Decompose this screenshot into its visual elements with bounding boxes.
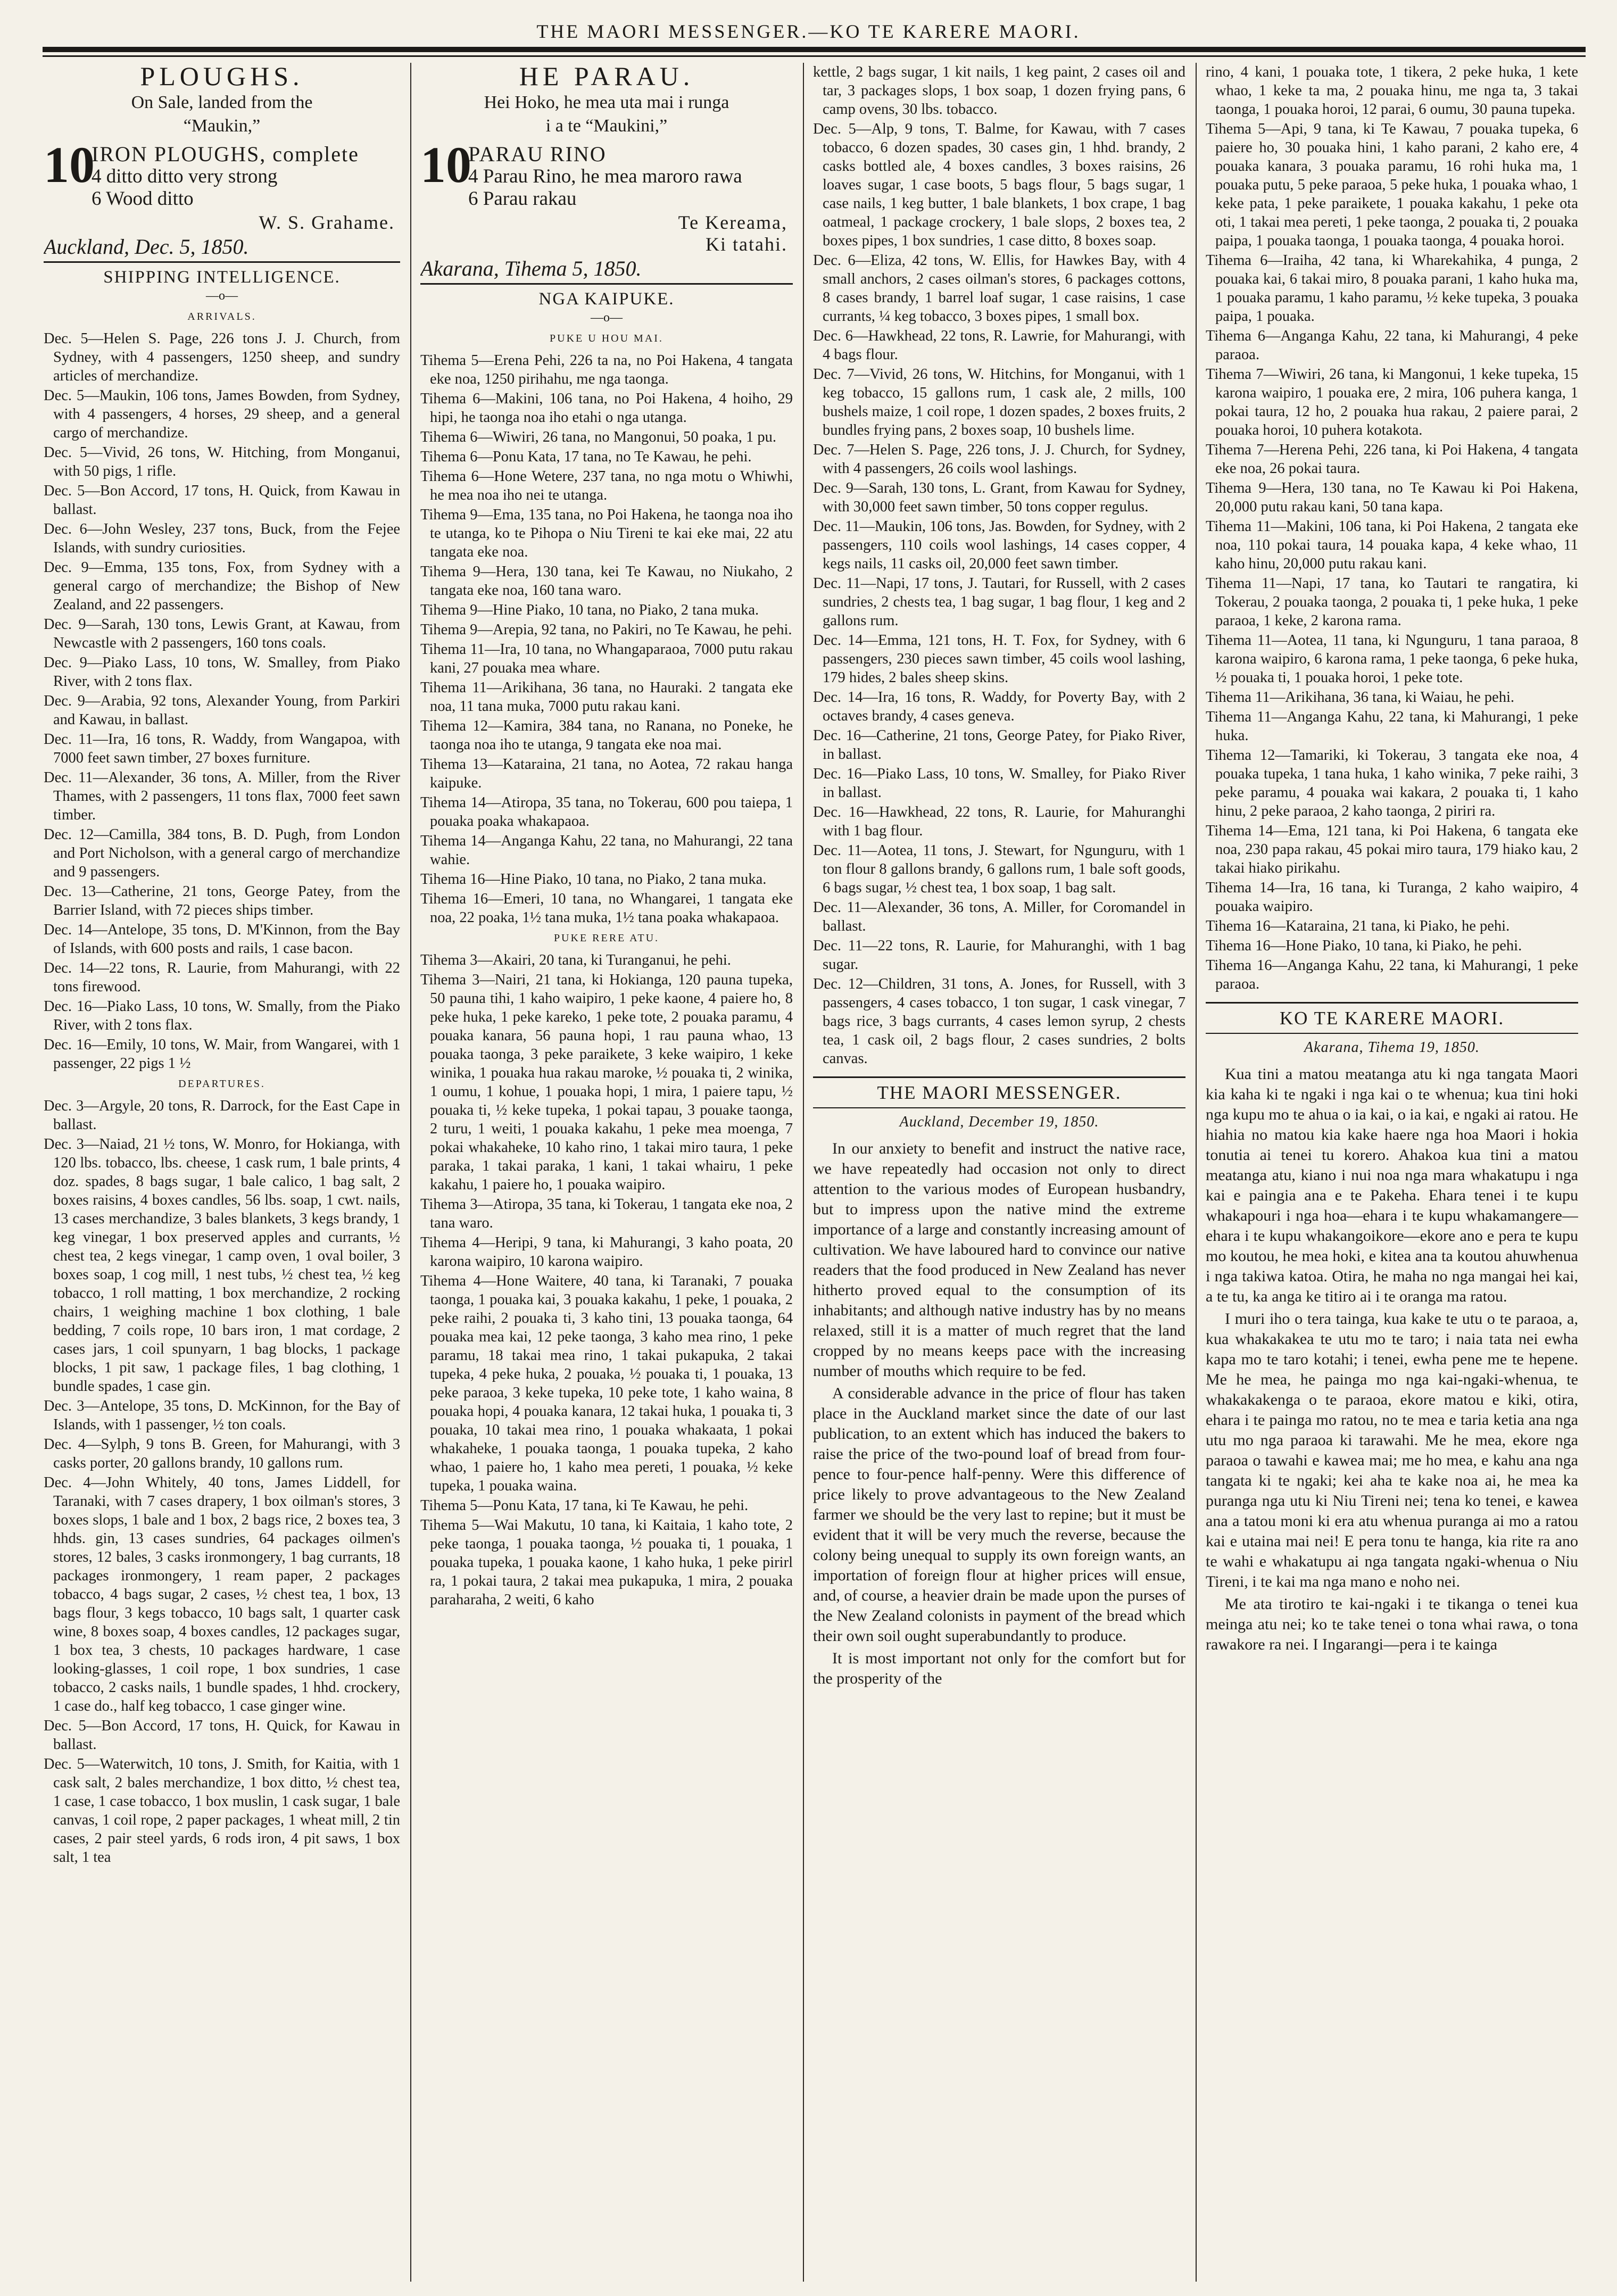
shipping-entry: Dec. 3—Argyle, 20 tons, R. Darrock, for the East Cape in ballast.	[44, 1098, 400, 1133]
shipping-entry: Dec. 13—Catherine, 21 tons, George Patey, from the Barrier Island, with 72 pieces ships timber.	[44, 883, 400, 918]
shipping-entry: Tihema 14—Ema, 121 tana, ki Poi Hakena, 6 tangata eke noa, 230 papa rakau, 45 pokai miro taura, 179 hiako kau, 2 takai hiako pirikahu.	[1206, 823, 1578, 876]
ad-items	[420, 136, 793, 210]
shipping-entry: Dec. 11—Ira, 16 tons, R. Waddy, from Wangapoa, with 7000 feet sawn timber, 27 boxes furniture.	[44, 731, 400, 766]
shipping-entry: Dec. 9—Sarah, 130 tons, L. Grant, from Kawau for Sydney, with 30,000 feet sawn timber, 50 tons copper regulus.	[813, 480, 1185, 515]
shipping-entry: Dec. 11—Alexander, 36 tons, A. Miller, from the River Thames, with 2 passengers, 11 tons flax, 7000 feet sawn timber.	[44, 769, 400, 823]
shipping-entry: Dec. 5—Helen S. Page, 226 tons J. J. Church, from Sydney, with 4 passengers, 1250 sheep, and sundry articles of merchandize.	[44, 330, 400, 384]
shipping-entry: Tihema 16—Anganga Kahu, 22 tana, ki Mahurangi, 1 peke paraoa.	[1206, 957, 1578, 992]
shipping-entry: Dec. 16—Emily, 10 tons, W. Mair, from Wangarei, with 1 passenger, 22 pigs 1 ½	[44, 1037, 400, 1072]
shipping-entry: Tihema 12—Kamira, 384 tana, no Ranana, no Poneke, he taonga noa iho te utanga, 9 tangata eke noa mai.	[420, 718, 793, 753]
editorial-heading: THE MAORI MESSENGER.	[813, 1076, 1185, 1108]
ad-signature: W. S. Grahame.	[259, 212, 395, 233]
shipping-entry: Tihema 6—Hone Wetere, 237 tana, no nga motu o Whiwhi, he mea noa iho nei te utanga.	[420, 468, 793, 503]
shipping-entry: Tihema 5—Api, 9 tana, ki Te Kawau, 7 pouaka tupeka, 6 paiere ho, 30 pouaka hini, 1 kaho parani, 2 kaho ere, 4 pouaka kanara, 3 pouaka paramu, 16 rohi huka ma, 1 pouaka putu, 5 peke paraoa, 5 peke huka, 1 pouaka whao, 1 keke pata, 1 peke paraikete, 1 pouaka kakahu, 1 peke ota oti, 1 takai mea pereti, 1 peke taonga, 2 pouaka ti, 2 pouaka paipa, 1 pouaka taonga, 1 pouaka taonga, 4 pouaka horoi.	[1206, 121, 1578, 249]
masthead-rule-thin	[43, 55, 1586, 57]
editorial-paragraph: Me ata tirotiro te kai-ngaki i te tikanga o tenei kua meinga atu nei; ko te take tenei o tona whai rawa, o tona rawakore ra nei. I Ingarangi—pera i te kainga	[1206, 1595, 1578, 1653]
column-1	[44, 63, 400, 2282]
section-heading: NGA KAIPUKE.	[538, 289, 675, 309]
shipping-entry: Tihema 11—Makini, 106 tana, ki Poi Hakena, 2 tangata eke noa, 110 pokai taura, 14 pouaka kapa, 4 keke whao, 11 kaho hinu, 20,000 putu rakau kani.	[1206, 518, 1578, 572]
ad-title: HE PARAU.	[519, 63, 694, 91]
shipping-entry: Tihema 11—Aotea, 11 tana, ki Ngunguru, 1 tana paraoa, 8 karona waipiro, 6 karona rama, 1 peke taonga, 6 peke huka, ½ pouaka ti, 1 pouaka horoi, 1 peke tote.	[1206, 632, 1578, 686]
editorial-paragraph: In our anxiety to benefit and instruct the native race, we have repeatedly had occasion not only to direct attention to the various modes of European husbandry, but to impress upon the native mind the extreme importance of a large and constantly increasing amount of cultivation. We have laboured hard to convince our native readers that the food produced in New Zealand has never hitherto proved equal to the consumption of its inhabitants; and although native industry has by no means relaxed, still it is a matter of much regret that the land cropped by no means keeps pace with the increasing number of mouths which require to be fed.	[813, 1140, 1185, 1380]
shipping-entry: Dec. 16—Piako Lass, 10 tons, W. Smalley, for Piako River in ballast.	[813, 766, 1185, 801]
shipping-entry: Tihema 11—Arikihana, 36 tana, no Hauraki. 2 tangata eke noa, 11 tana muka, 7000 putu rakau kani.	[420, 679, 793, 715]
editorial-dateline: Akarana, Tihema 19, 1850.	[1304, 1039, 1480, 1056]
shipping-entry: Tihema 6—Ponu Kata, 17 tana, no Te Kawau, he pehi.	[420, 449, 752, 465]
ad-signature: Te Kereama,	[678, 212, 787, 233]
shipping-entry: Dec. 9—Piako Lass, 10 tons, W. Smalley, from Piako River, with 2 tons flax.	[44, 654, 400, 690]
ornament: —o—	[206, 289, 238, 303]
ad-ship-name: i a te “Maukini,”	[545, 116, 668, 136]
shipping-entry: Tihema 16—Emeri, 10 tana, no Whangarei, 1 tangata eke noa, 22 poaka, 1½ tana muka, 1½ tana poaka whakapaoa.	[420, 891, 793, 926]
shipping-entry: Tihema 9—Hine Piako, 10 tana, no Piako, 2 tana muka.	[420, 602, 759, 618]
shipping-entry: Tihema 11—Napi, 17 tana, ko Tautari te rangatira, ki Tokerau, 2 pouaka taonga, 2 pouaka ti, 1 peke huka, 1 peke paraoa, 1 keke, 2 karona rama.	[1206, 575, 1578, 629]
shipping-entry: Dec. 6—John Wesley, 237 tons, Buck, from the Fejee Islands, with sundry curiosities.	[44, 521, 400, 556]
shipping-entry: Dec. 5—Alp, 9 tons, T. Balme, for Kawau, with 7 cases tobacco, 6 dozen spades, 30 cases gin, 1 hhd. brandy, 2 casks bottled ale, 4 boxes candles, 3 boxes raisins, 26 loaves sugar, 1 case boots, 5 bags flour, 5 bags sugar, 1 case nails, 1 keg butter, 1 bale blankets, 1 box crape, 1 bag oatmeal, 1 package crockery, 1 bale slops, 2 boxes tea, 2 boxes pipes, 1 box sundries, 1 case ditto, 8 boxes soap.	[813, 121, 1185, 249]
shipping-entry: Dec. 6—Hawkhead, 22 tons, R. Lawrie, for Mahurangi, with 4 bags flour.	[813, 328, 1185, 363]
shipping-entry: Dec. 5—Bon Accord, 17 tons, H. Quick, for Kawau in ballast.	[44, 1718, 400, 1753]
column-divider	[803, 63, 804, 2282]
subsection-heading: PUKE U HOU MAI.	[550, 333, 664, 344]
shipping-entry: Dec. 5—Vivid, 26 tons, W. Hitching, from Monganui, with 50 pigs, 1 rifle.	[44, 444, 400, 479]
shipping-entry: Dec. 16—Hawkhead, 22 tons, R. Laurie, for Mahuranghi with 1 bag flour.	[813, 804, 1185, 839]
shipping-entry: Tihema 7—Wiwiri, 26 tana, ki Mangonui, 1 keke tupeka, 15 karona waipiro, 1 pouaka ere, 2 mira, 106 puhera kanga, 1 pokai taura, 12 ho, 2 pouaka hua rakau, 2 paiere parai, 2 pouaka horoi, 10 puhera kotakota.	[1206, 366, 1578, 438]
shipping-entry: Tihema 9—Ema, 135 tana, no Poi Hakena, he taonga noa iho te utanga, ko te Pihopa o Niu Tireni te kai eke mai, 22 atu tangata eke noa.	[420, 507, 793, 560]
shipping-entry: Tihema 6—Wiwiri, 26 tana, no Mangonui, 50 poaka, 1 pu.	[420, 429, 777, 445]
column-3	[813, 63, 1185, 2282]
shipping-entry: Dec. 9—Arabia, 92 tons, Alexander Young, from Parkiri and Kawau, in ballast.	[44, 693, 400, 728]
ad-item: 4 ditto ditto very strong	[92, 165, 278, 187]
column-2	[420, 63, 793, 2282]
shipping-entry: Tihema 14—Ira, 16 tana, ki Turanga, 2 kaho waipiro, 4 pouaka waipiro.	[1206, 880, 1578, 915]
ad-subtitle: Hei Hoko, he mea uta mai i runga	[484, 93, 729, 112]
arrivals-list	[44, 329, 400, 1073]
shipping-entry: kettle, 2 bags sugar, 1 kit nails, 1 keg paint, 2 cases oil and tar, 3 packages slops, 1 box soap, 1 dozen frying pans, 6 camp ovens, 30 lbs. tobacco.	[813, 64, 1185, 118]
editorial-body	[813, 1139, 1185, 1689]
shipping-entry: Tihema 4—Heripi, 9 tana, ki Mahurangi, 3 kaho poata, 20 karona waipiro, 10 karona waipiro.	[420, 1234, 793, 1270]
shipping-entry: Tihema 3—Atiropa, 35 tana, ki Tokerau, 1 tangata eke noa, 2 tana waro.	[420, 1196, 793, 1231]
shipping-entry: Dec. 16—Piako Lass, 10 tons, W. Smally, from the Piako River, with 2 tons flax.	[44, 998, 400, 1033]
subsection-heading: PUKE RERE ATU.	[553, 932, 660, 944]
shipping-entry: Dec. 14—Ira, 16 tons, R. Waddy, for Poverty Bay, with 2 octaves brandy, 4 cases geneva.	[813, 689, 1185, 724]
column-4	[1206, 63, 1578, 2282]
shipping-entry: Tihema 16—Hone Piako, 10 tana, ki Piako, he pehi.	[1206, 938, 1522, 954]
ornament: —o—	[591, 311, 623, 325]
shipping-entry: Tihema 4—Hone Waitere, 40 tana, ki Taranaki, 7 pouaka taonga, 1 pouaka kai, 3 pouaka kakahu, 1 peke, 1 pouaka, 2 peke raihi, 2 pouaka ti, 3 kaho tini, 13 pouaka taonga, 64 pouaka mea kai, 12 peke taonga, 3 kaho mea rino, 1 peke paramu, 18 takai mea rino, 1 takai pukapuka, 2 takai tupeka, 4 peke huka, 2 pouaka, ½ pouaka ti, 1 pouaka, 13 peke paraoa, 3 keke tupeka, 10 peke tote, 1 kaho waina, 8 pouaka hopi, 4 pouaka kanara, 12 takai huka, 1 pouaka ti, 3 pouaka, 10 takai mea rino, 1 pouaka whakaata, 1 pokai whakaheke, 1 pouaka taonga, 1 pouaka tupeka, 2 kaho whao, 1 paiere ho, 1 kaho mea pereti, 1 pouaka, ½ keke tupeka, 1 pouaka waina.	[420, 1273, 793, 1494]
shipping-entry: Tihema 14—Anganga Kahu, 22 tana, no Mahurangi, 22 tana wahie.	[420, 833, 793, 868]
ad-item: 6 Parau rakau	[468, 188, 577, 210]
shipping-entry: Dec. 9—Emma, 135 tons, Fox, from Sydney with a general cargo of merchandize; the Bishop of New Zealand, and 22 passengers.	[44, 559, 400, 613]
ad-date: Auckland, Dec. 5, 1850.	[44, 235, 249, 259]
shipping-entry: Tihema 6—Anganga Kahu, 22 tana, ki Mahurangi, 4 peke paraoa.	[1206, 328, 1578, 363]
shipping-entry: Tihema 3—Nairi, 21 tana, ki Hokianga, 120 pauna tupeka, 50 pauna tihi, 1 kaho waipiro, 1 peke kaone, 4 paiere ho, 8 peke huka, 1 peke kareko, 1 peke tote, 2 pouaka paramu, 4 pouaka kanara, 56 pauna hopi, 1 rau pauna whao, 13 pouaka taonga, 3 peke paraikete, 3 keke waipiro, 1 keke winika, 1 pouaka hua rakau maroke, ½ pouaka ti, 2 winika, 1 oumu, 1 kohue, 1 pouaka hopi, 1 mira, 1 paiere tapu, ½ pouaka ti, ½ keke tupeka, 1 pokai tapau, 3 pouake taonga, 2 turu, 1 weiti, 1 pouaka kakahu, 1 peke mea moenga, 7 pokai whakaheke, 10 kaho rino, 1 takai miro taura, 1 peke paraka, 1 takai paraka, 1 kani, 1 takai whairu, 1 peke kakahu, 1 paiere ho, 1 pouaka waipiro.	[420, 972, 793, 1193]
departures-list	[44, 1097, 400, 1867]
ad-ship-name: “Maukin,”	[183, 116, 261, 136]
shipping-entry: Tihema 7—Herena Pehi, 226 tana, ki Poi Hakena, 4 tangata eke noa, 26 pokai taura.	[1206, 442, 1578, 477]
section-divider	[420, 283, 793, 285]
ad-quantity: 10	[420, 136, 471, 193]
editorial-dateline: Auckland, December 19, 1850.	[899, 1114, 1099, 1130]
shipping-entry: Tihema 14—Atiropa, 35 tana, no Tokerau, 600 pou taiepa, 1 pouaka poaka whakapaoa.	[420, 794, 793, 830]
masthead-title: THE MAORI MESSENGER.—KO TE KARERE MAORI.	[536, 21, 1081, 42]
section-divider	[44, 261, 400, 263]
shipping-entry: Tihema 5—Ponu Kata, 17 tana, ki Te Kawau, he pehi.	[420, 1497, 749, 1514]
shipping-entry: Tihema 9—Hera, 130 tana, no Te Kawau ki Poi Hakena, 20,000 putu rakau kani, 50 tana kapa.	[1206, 480, 1578, 515]
shipping-entry: Tihema 9—Arepia, 92 tana, no Pakiri, no Te Kawau, he pehi.	[420, 621, 792, 638]
section-heading: SHIPPING INTELLIGENCE.	[103, 268, 341, 287]
departures-list	[420, 951, 793, 1609]
subsection-heading: DEPARTURES.	[178, 1078, 266, 1090]
ad-item: PARAU RINO	[468, 142, 607, 166]
shipping-entry: Tihema 5—Erena Pehi, 226 ta na, no Poi Hakena, 4 tangata eke noa, 1250 pirihahu, me nga taonga.	[420, 352, 793, 387]
shipping-entry: Dec. 12—Children, 31 tons, A. Jones, for Russell, with 3 passengers, 4 cases tobacco, 1 ton sugar, 1 cask vinegar, 7 bags rice, 3 bags currants, 4 cases lemon syrup, 2 chests tea, 1 cask oil, 2 bags flour, 2 cases sundries, 2 bolts canvas.	[813, 976, 1185, 1067]
editorial-paragraph: I muri iho o tera tainga, kua kake te utu o te paraoa, a, kua whakakakea te utu mo te taro; i naia tata nei ewha kapa mo te taro kotahi; i tenei, ewha pene me te hepene. Me he mea, he painga mo nga kai-ngaki-whenua, te whakakakenga o te paraoa, ekore matou e kiki, otira, ehara i te painga mo ratou, no te mea e taria ketia ana nga utu mo nga paraoa ki tarawahi. Me he mea, ekore nga paraoa o tawahi e kawea mai; me ho mea, e kahu ana nga tangata ki te ngaki; kei aha te kake noa ai, he mea ka puranga nga utu ki Niu Tireni nei; tena ko tenei, e kawea ana a tatou moni ki era atu whenua puranga ai mo a ratou kai e utaina mai nei! E pera tonu te hanga, kia rite ra ano te wahi e whakatupu ai nga tangata ngaki-whenua o Niu Tireni, i te kai ma nga mano e noho nei.	[1206, 1310, 1578, 1590]
arrivals-list	[420, 351, 793, 927]
shipping-entry: Dec. 12—Camilla, 384 tons, B. D. Pugh, from London and Port Nicholson, with a general cargo of merchandize and 9 passengers.	[44, 826, 400, 880]
shipping-entry: Dec. 5—Maukin, 106 tons, James Bowden, from Sydney, with 4 passengers, 4 horses, 29 sheep, and a general cargo of merchandize.	[44, 387, 400, 441]
shipping-entry: Tihema 6—Iraiha, 42 tana, ki Wharekahika, 4 punga, 2 pouaka kai, 6 takai miro, 8 pouaka parani, 1 kaho huka ma, 1 pouaka paramu, 1 kaho paramu, ½ keke tupeka, 3 pouaka paipa, 1 pouaka.	[1206, 252, 1578, 325]
shipping-entry: Dec. 14—Emma, 121 tons, H. T. Fox, for Sydney, with 6 passengers, 230 pieces sawn timber, 45 coils wool lashing, 179 hides, 2 bales sheep skins.	[813, 632, 1185, 686]
shipping-entry: Tihema 9—Hera, 130 tana, kei Te Kawau, no Niukaho, 2 tangata eke noa, 160 tana waro.	[420, 563, 793, 599]
shipping-entry: Dec. 14—22 tons, R. Laurie, from Mahurangi, with 22 tons firewood.	[44, 960, 400, 995]
shipping-entry: Tihema 11—Arikihana, 36 tana, ki Waiau, he pehi.	[1206, 689, 1514, 706]
column-divider	[410, 63, 411, 2282]
editorial-paragraph: Kua tini a matou meatanga atu ki nga tangata Maori kia kaha ki te ngaki i nga kai o te whenua; kua tini hoki nga kupu mo te ahua o ia kai, o ia kai, e ngaki ai ratou. He hiahia no matou kia kake haere nga hoa Maori i hokia tonutia ai tenei tu korero. Ahakoa kua tini a matou meatanga atu, kiano i nui noa nga mara whakatupu i nga kai e paingia ana e te Pakeha. Ehara tenei i te kupu whakapouri i nga hoa—ehara i te kupu whakamangere—ehara i te kupu whakangoikore—ekore ano e pera te kupu mo koutou, he mea hoki, e kitea ana ta koutou ahuwhenua i nga takiwa katoa. Otira, he maha no nga mangai hei kai, a te tu, ka anga ke titiro ai i te oranga ma ratou.	[1206, 1065, 1578, 1305]
shipping-entry: Tihema 16—Hine Piako, 10 tana, no Piako, 2 tana muka.	[420, 871, 767, 888]
ad-item: 6 Wood ditto	[92, 188, 194, 210]
shipping-entry: Dec. 11—Napi, 17 tons, J. Tautari, for Russell, with 2 cases sundries, 2 chests tea, 1 bag sugar, 1 bag flour, 1 keg and 2 gallons rum.	[813, 575, 1185, 629]
shipping-entry: Dec. 4—John Whitely, 40 tons, James Liddell, for Taranaki, with 7 cases drapery, 1 box oilman's stores, 3 boxes slops, 1 bale and 1 box, 2 bags rice, 2 boxes tea, 3 hhds. gin, 13 cases sundries, 64 packages oilmen's stores, 12 bales, 3 casks ironmongery, 1 bag currants, 18 packages ironmongery, 1 ream paper, 2 packages tobacco, 4 bags sugar, 2 cases, ½ chest tea, 1 box, 13 bags flour, 3 kegs tobacco, 10 bags salt, 1 quarter cask wine, 8 boxes soap, 4 boxes candles, 12 packages sugar, 1 box tea, 3 chests, 10 packages hardware, 1 case looking-glasses, 1 coil rope, 1 box sundries, 1 case tobacco, 2 casks nails, 1 bundle spades, 1 hhd. crockery, 1 case do., half keg tobacco, 1 case ginger wine.	[44, 1474, 400, 1714]
departures-continued	[813, 63, 1185, 1068]
shipping-entry: Dec. 7—Vivid, 26 tons, W. Hitchins, for Monganui, with 1 keg tobacco, 15 gallons rum, 1 cask ale, 2 mills, 100 bushels maize, 1 coil rope, 1 dozen spades, 2 boxes fruits, 2 bundles frying pans, 2 boxes soap, 10 bushels lime.	[813, 366, 1185, 438]
shipping-entry: Tihema 12—Tamariki, ki Tokerau, 3 tangata eke noa, 4 pouaka tupeka, 1 tana huka, 1 kaho winika, 7 peke raihi, 3 peke paramu, 4 pouaka wai kakara, 2 pouaka ti, 1 kaho hinu, 2 peke paraoa, 2 kaho taonga, 2 piriri ra.	[1206, 747, 1578, 819]
shipping-entry: Dec. 9—Sarah, 130 tons, Lewis Grant, at Kawau, from Newcastle with 2 passengers, 160 tons coals.	[44, 616, 400, 651]
masthead-rule	[43, 47, 1586, 52]
shipping-entry: Tihema 5—Wai Makutu, 10 tana, ki Kaitaia, 1 kaho tote, 2 peke taonga, 1 pouaka taonga, ½ pouaka ti, 1 pouaka, 1 pouaka tupeka, 1 pouaka kaone, 1 kaho huka, 1 peke pirirl ra, 1 pokai taura, 2 takai mea pukapuka, 1 mira, 2 pouaka paraharaha, 2 weiti, 6 kaho	[420, 1517, 793, 1608]
shipping-entry: Dec. 3—Naiad, 21 ½ tons, W. Monro, for Hokianga, with 120 lbs. tobacco, lbs. cheese, 1 cask rum, 1 bale prints, 4 doz. spades, 8 bags sugar, 1 bale calico, 1 bag salt, 2 boxes raisins, 4 boxes candles, 56 lbs. soap, 1 cwt. nails, 13 cases merchandize, 3 bales blankets, 3 kegs brandy, 1 keg vinegar, 1 box preserved apples and currants, ½ chest tea, 2 kegs vinegar, 1 camp oven, 1 oval boiler, 3 boxes soap, 1 cog mill, 1 nest tubs, ½ chest tea, ½ keg tobacco, 1 roll matting, 1 box merchandize, 2 rocking chairs, 1 weighing machine 1 box clothing, 1 bale bedding, 7 coils rope, 10 bars iron, 1 mat cordage, 2 cases jars, 1 coil spunyarn, 1 bag blocks, 1 package blocks, 1 pit saw, 1 package files, 1 bag clothing, 1 bundle spades, 1 case gin.	[44, 1136, 400, 1395]
ad-item: 4 Parau Rino, he mea maroro rawa	[468, 165, 742, 187]
shipping-entry: Tihema 11—Anganga Kahu, 22 tana, ki Mahurangi, 1 peke huka.	[1206, 709, 1578, 744]
shipping-entry: Dec. 11—Alexander, 36 tons, A. Miller, for Coromandel in ballast.	[813, 899, 1185, 934]
shipping-entry: Dec. 7—Helen S. Page, 226 tons, J. J. Church, for Sydney, with 4 passengers, 26 coils wool lashings.	[813, 442, 1185, 477]
shipping-entry: Tihema 13—Kataraina, 21 tana, no Aotea, 72 rakau hanga kaipuke.	[420, 756, 793, 791]
ad-quantity: 10	[44, 136, 95, 193]
shipping-entry: Tihema 11—Ira, 10 tana, no Whangaparaoa, 7000 putu rakau kani, 27 pouaka mea whare.	[420, 641, 793, 676]
editorial-body	[1206, 1064, 1578, 1655]
shipping-entry: Tihema 6—Makini, 106 tana, no Poi Hakena, 4 hoiho, 29 hipi, he taonga noa iho etahi o nga utanga.	[420, 391, 793, 426]
subsection-heading: ARRIVALS.	[187, 311, 256, 322]
ad-item: IRON PLOUGHS, complete	[92, 142, 359, 166]
shipping-entry: Dec. 5—Waterwitch, 10 tons, J. Smith, for Kaitia, with 1 cask salt, 2 bales merchandize, 1 box ditto, ½ chest tea, 1 case, 1 case tobacco, 1 box muslin, 1 cask sugar, 1 bale canvas, 1 coil rope, 2 paper packages, 1 wheat mill, 2 tin cases, 2 pair steel yards, 6 rods iron, 4 pit saws, 1 box salt, 1 tea	[44, 1756, 400, 1866]
editorial-paragraph: A considerable advance in the price of flour has taken place in the Auckland market since the date of our last publication, to an extent which has induced the bakers to raise the price of the two-pound loaf of bread from four-pence to four-pence half-penny. Were this difference of price likely to prove advantageous to the New Zealand farmer we should be the very last to repine; but it must be evident that it will be very much the reverse, because the colony being unequal to supply its own foreign wants, an importation of foreign flour at higher prices will ensue, and, of course, a heavier drain be made upon the purses of the New Zealand colonists in payment of the bread which their own soil ought superabundantly to produce.	[813, 1385, 1185, 1645]
ad-subtitle: On Sale, landed from the	[131, 93, 313, 112]
ad-title: PLOUGHS.	[140, 63, 304, 91]
ad-item-list	[468, 143, 742, 210]
shipping-entry: Dec. 11—22 tons, R. Laurie, for Mahuranghi, with 1 bag sugar.	[813, 938, 1185, 973]
column-divider	[1196, 63, 1197, 2282]
shipping-entry: Dec. 14—Antelope, 35 tons, D. M'Kinnon, from the Bay of Islands, with 600 posts and rails, 1 case bacon.	[44, 922, 400, 957]
shipping-entry: Dec. 6—Eliza, 42 tons, W. Ellis, for Hawkes Bay, with 4 small anchors, 2 cases oilman's stores, 6 packages cottons, 8 cases brandy, 1 barrel loaf sugar, 1 case raisins, 1 case currants, ¼ keg tobacco, 3 boxes pipes, 1 small box.	[813, 252, 1185, 325]
shipping-entry: Dec. 5—Bon Accord, 17 tons, H. Quick, from Kawau in ballast.	[44, 483, 400, 518]
shipping-entry: Dec. 11—Maukin, 106 tons, Jas. Bowden, for Sydney, with 2 passengers, 110 coils wool lashings, 14 cases copper, 4 kegs nails, 11 casks oil, 20,000 feet sawn timber.	[813, 518, 1185, 572]
shipping-entry: Tihema 3—Akairi, 20 tana, ki Turanganui, he pehi.	[420, 952, 731, 968]
ad-items	[44, 136, 400, 210]
shipping-entry: rino, 4 kani, 1 pouaka tote, 1 tikera, 2 peke huka, 1 kete whao, 1 keke ta ma, 2 pouaka hinu, me nga ta, 3 takai taonga, 1 pouaka horoi, 12 parai, 6 oumu, 30 pauna tupeka.	[1206, 64, 1578, 118]
shipping-entry: Dec. 3—Antelope, 35 tons, D. McKinnon, for the Bay of Islands, with 1 passenger, ½ ton coals.	[44, 1398, 400, 1433]
editorial-heading: KO TE KARERE MAORI.	[1206, 1002, 1578, 1034]
shipping-entry: Dec. 11—Aotea, 11 tons, J. Stewart, for Ngunguru, with 1 ton flour 8 gallons brandy, 6 gallons rum, 1 bale soft goods, 6 bags sugar, ½ chest tea, 1 box soap, 1 bag salt.	[813, 842, 1185, 896]
ad-date: Akarana, Tihema 5, 1850.	[420, 256, 642, 280]
ad-signature-location: Ki tatahi.	[706, 234, 787, 255]
departures-continued	[1206, 63, 1578, 993]
shipping-entry: Dec. 4—Sylph, 9 tons B. Green, for Mahurangi, with 3 casks porter, 20 gallons brandy, 10 gallons rum.	[44, 1436, 400, 1471]
shipping-entry: Tihema 16—Kataraina, 21 tana, ki Piako, he pehi.	[1206, 918, 1510, 934]
shipping-entry: Dec. 16—Catherine, 21 tons, George Patey, for Piako River, in ballast.	[813, 727, 1185, 762]
editorial-paragraph: It is most important not only for the comfort but for the prosperity of the	[813, 1650, 1185, 1687]
ad-item-list	[92, 143, 359, 210]
